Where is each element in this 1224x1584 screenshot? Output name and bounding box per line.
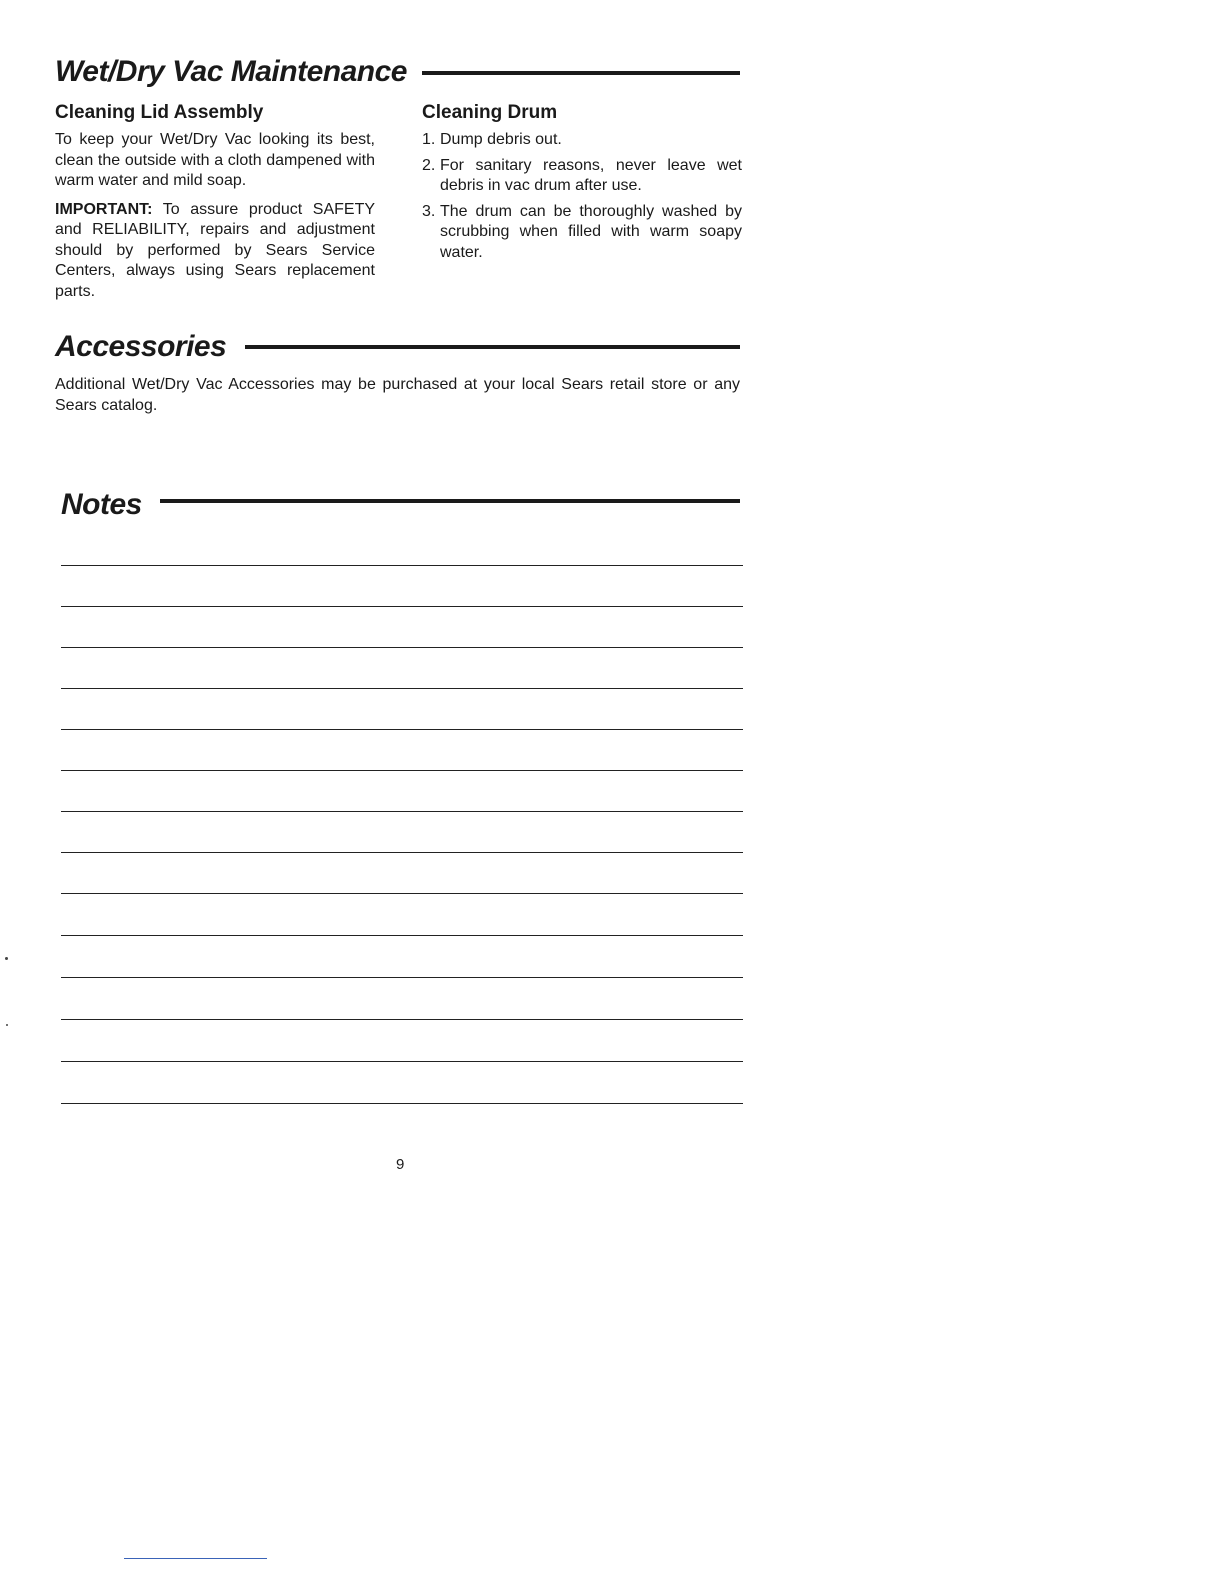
drum-step: [422, 202, 742, 264]
bottom-edge-mark: [124, 1558, 267, 1559]
scan-dot: [6, 1024, 8, 1026]
accessories-text: Additional Wet/Dry Vac Accessories may be purchased at your local Sears retail store or any Sears catalog.: [55, 376, 740, 414]
drum-step-number: 1.: [422, 131, 436, 148]
drum-step-number: 3.: [422, 202, 436, 220]
drum-step-number: 2.: [422, 156, 436, 174]
notes-title: Notes: [61, 488, 142, 521]
important-text: To assure product SAFETY and RELIABILITY, repairs and adjustment should by performed by Sears Service Centers, always using Sears replacement parts.: [55, 200, 376, 300]
note-line[interactable]: [61, 935, 743, 936]
note-line[interactable]: [61, 565, 743, 566]
cleaning-drum-heading: Cleaning Drum: [422, 102, 558, 123]
accessories-title: Accessories: [55, 330, 227, 363]
note-line[interactable]: [61, 770, 743, 771]
cleaning-lid-heading: Cleaning Lid Assembly: [55, 102, 264, 123]
important-note: [55, 200, 375, 303]
drum-step-text: Dump debris out.: [440, 131, 562, 148]
note-line[interactable]: [61, 729, 743, 730]
note-line[interactable]: [61, 647, 743, 648]
drum-step: [422, 156, 742, 197]
notes-title-rule: [160, 499, 740, 503]
note-line[interactable]: [61, 606, 743, 607]
note-line[interactable]: [61, 1103, 743, 1104]
note-line[interactable]: [61, 893, 743, 894]
maintenance-title: Wet/Dry Vac Maintenance: [55, 55, 407, 88]
note-line[interactable]: [61, 1061, 743, 1062]
note-line[interactable]: [61, 977, 743, 978]
note-line[interactable]: [61, 852, 743, 853]
note-line[interactable]: [61, 688, 743, 689]
cleaning-lid-paragraph: To keep your Wet/Dry Vac looking its best, clean the outside with a cloth dampened with warm water and mild soap.: [55, 131, 375, 189]
cleaning-lid-section: [55, 130, 375, 302]
note-line[interactable]: [61, 811, 743, 812]
accessories-title-rule: [245, 345, 740, 349]
maintenance-title-rule: [422, 71, 740, 75]
page-number: 9: [396, 1156, 405, 1173]
drum-step-text: The drum can be thoroughly washed by scrubbing when filled with warm soapy water.: [440, 202, 742, 261]
cleaning-drum-steps: [422, 130, 742, 268]
drum-step: [422, 130, 742, 151]
note-line[interactable]: [61, 1019, 743, 1020]
drum-step-text: For sanitary reasons, never leave wet debris in vac drum after use.: [440, 156, 742, 194]
scan-dot: [5, 957, 8, 960]
important-label: IMPORTANT:: [55, 200, 153, 218]
